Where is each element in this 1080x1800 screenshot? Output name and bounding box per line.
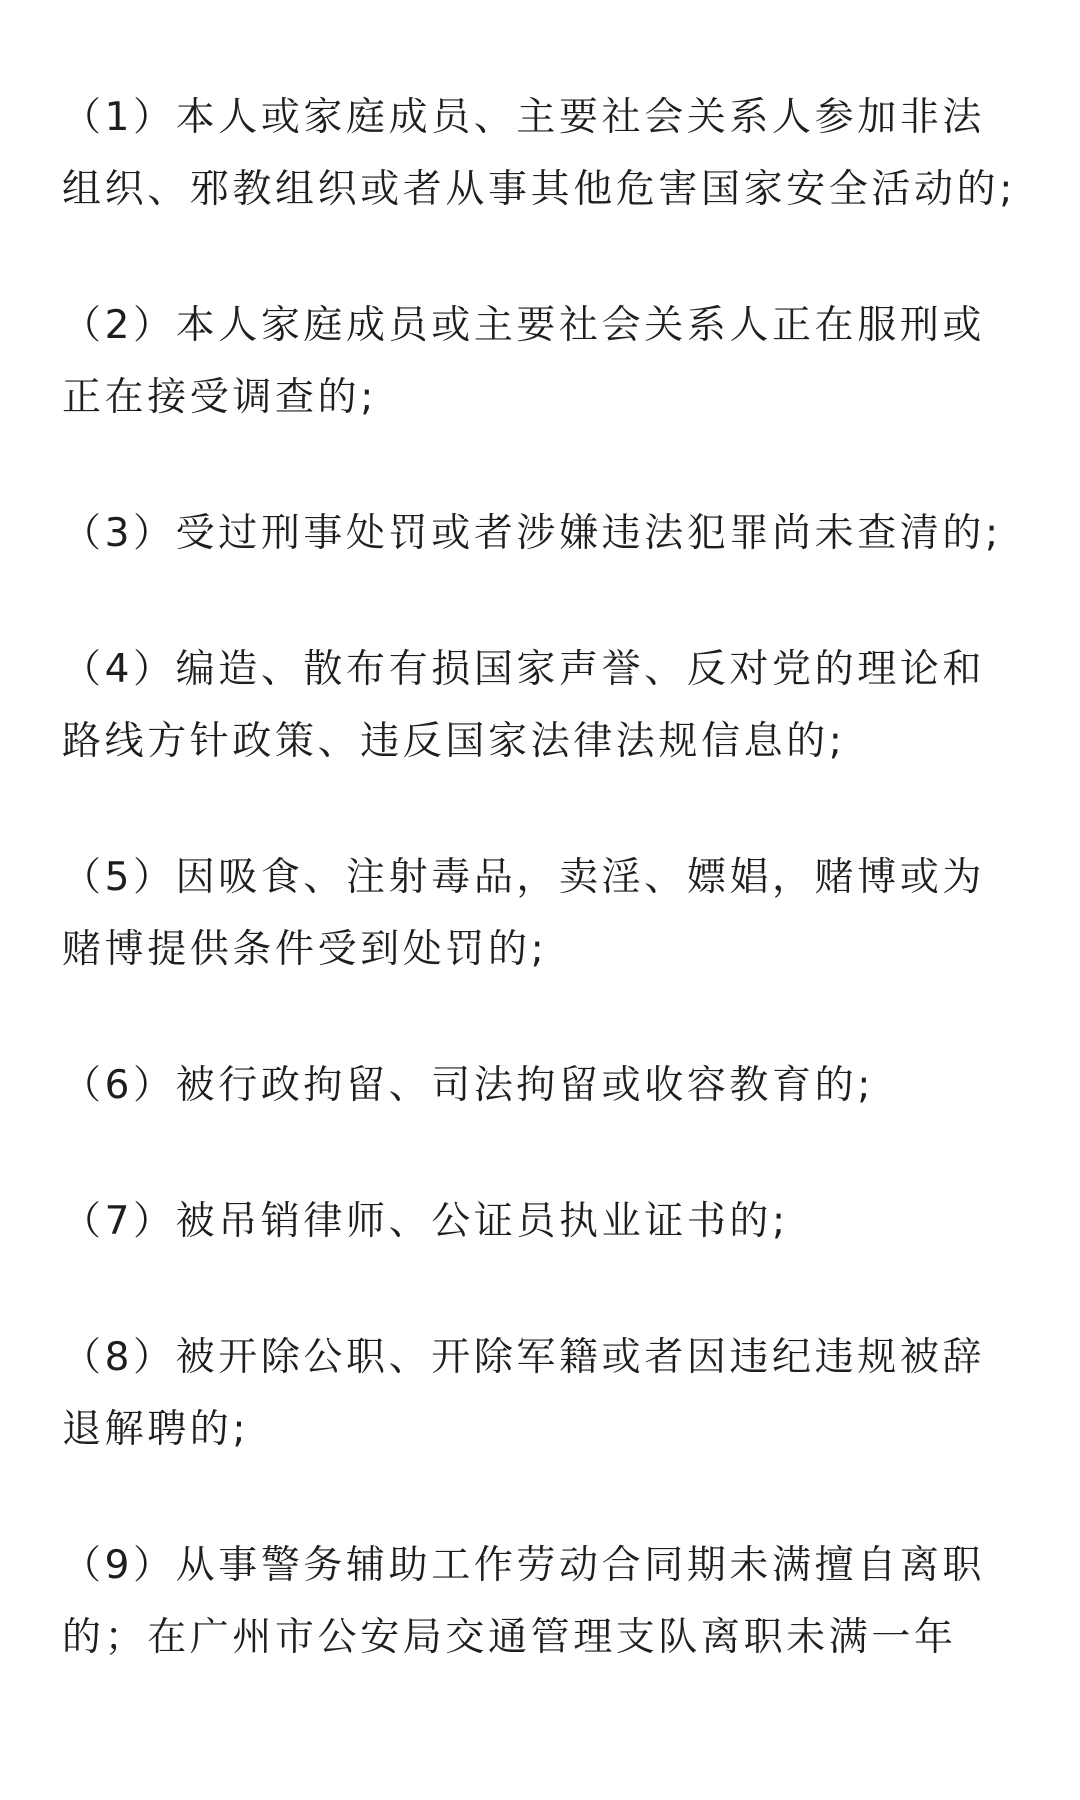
clause-7: （7）被吊销律师、公证员执业证书的; xyxy=(62,1199,789,1244)
clause-1: （1）本人或家庭成员、主要社会关系人参加非法组织、邪教组织或者从事其他危害国家安全活动的; xyxy=(62,95,1016,212)
clause-4: （4）编造、散布有损国家声誉、反对党的理论和路线方针政策、违反国家法律法规信息的; xyxy=(62,647,986,764)
clause-2: （2）本人家庭成员或主要社会关系人正在服刑或正在接受调查的; xyxy=(62,303,986,420)
clause-3: （3）受过刑事处罚或者涉嫌违法犯罪尚未查清的; xyxy=(62,511,1002,556)
clause-5: （5）因吸食、注射毒品，卖淫、嫖娼，赌博或为赌博提供条件受到处罚的; xyxy=(62,855,986,972)
clause-8: （8）被开除公职、开除军籍或者因违纪违规被辞退解聘的; xyxy=(62,1335,986,1452)
clause-6: （6）被行政拘留、司法拘留或收容教育的; xyxy=(62,1063,874,1108)
document-body xyxy=(62,82,1022,1738)
clause-9: （9）从事警务辅助工作劳动合同期未满擅自离职的；在广州市公安局交通管理支队离职未满一年 xyxy=(62,1543,986,1660)
